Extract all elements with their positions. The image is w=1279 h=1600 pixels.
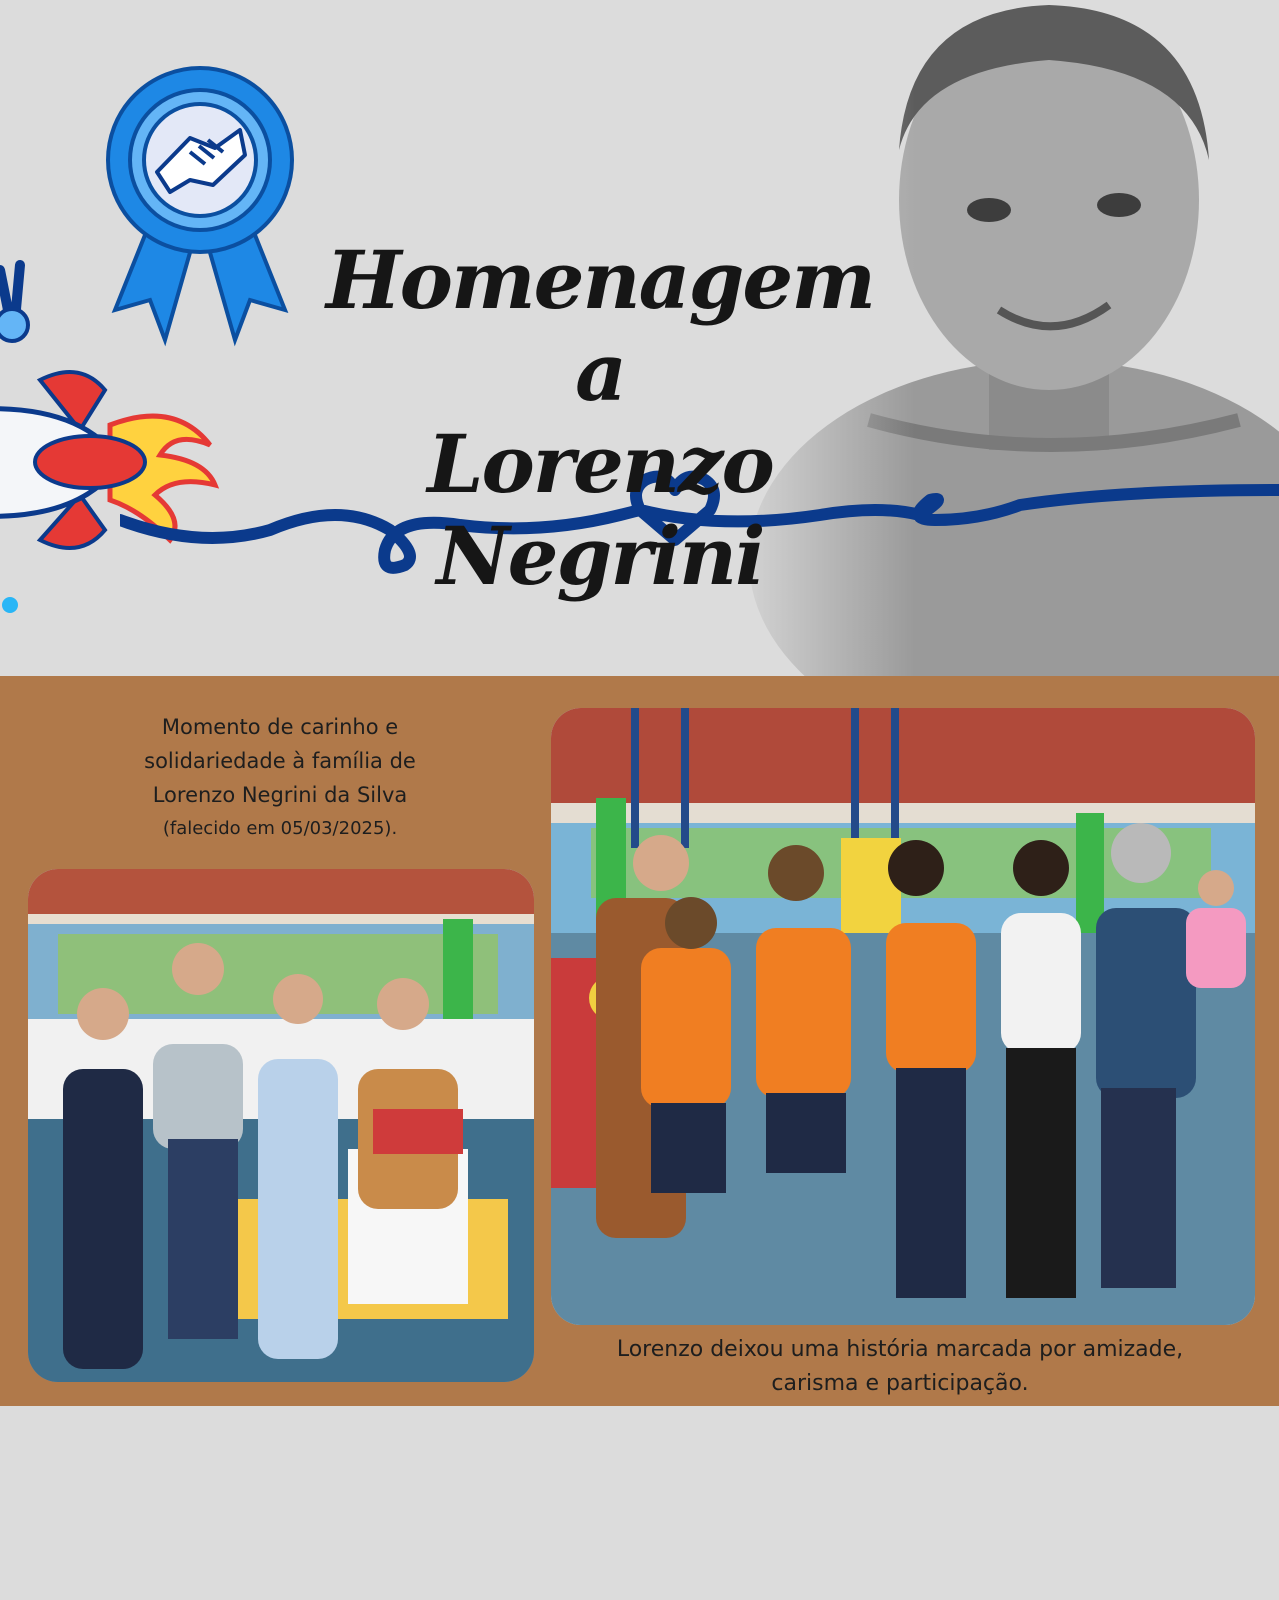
caption-top-line-4: (falecido em 05/03/2025). <box>162 818 398 839</box>
caption-top-line-3: Lorenzo Negrini da Silva <box>152 783 408 807</box>
caption-bottom-line-2: carisma e participação. <box>771 1371 1029 1396</box>
page-title <box>300 234 900 602</box>
caption-bottom <box>560 1333 1240 1401</box>
caption-top-line-1: Momento de carinho e <box>161 715 399 739</box>
photo-family-homage <box>28 869 534 1382</box>
title-line-1: Homenagem a <box>326 232 874 419</box>
caption-top-line-2: solidariedade à família de <box>144 749 416 773</box>
caption-bottom-line-1: Lorenzo deixou uma história marcada por amizade, <box>616 1337 1184 1362</box>
caption-top <box>100 710 460 846</box>
header-section <box>0 0 1279 676</box>
photo-students-embrace <box>551 708 1255 1325</box>
footer-area <box>0 1406 1279 1600</box>
title-line-2: Lorenzo Negrini <box>427 416 773 603</box>
